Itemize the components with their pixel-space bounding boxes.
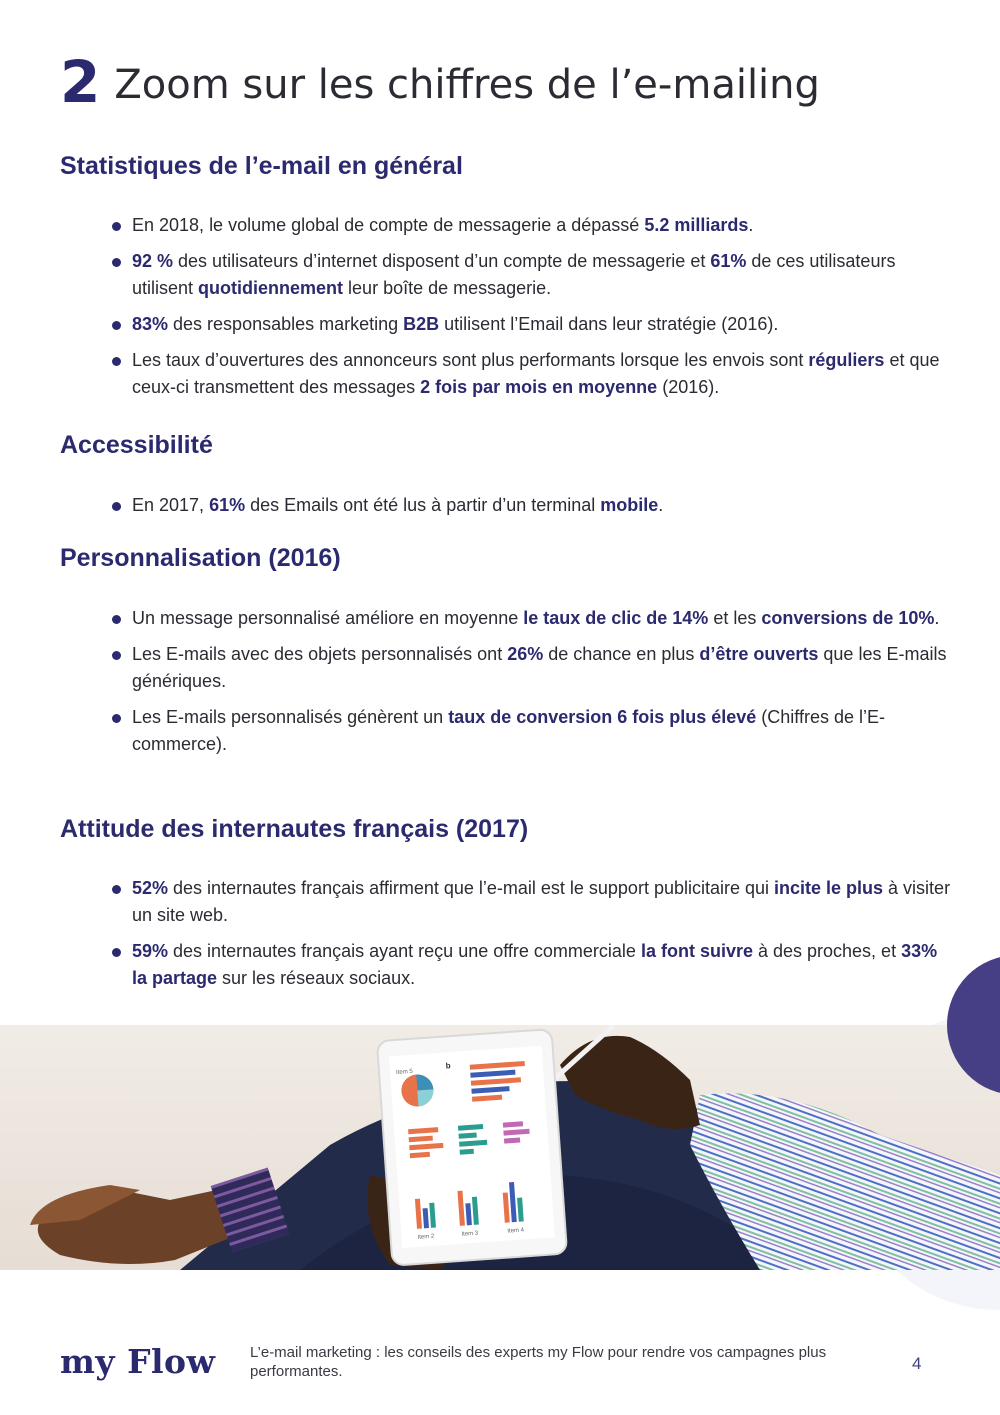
highlight-text: le taux de clic de 14% <box>523 608 709 628</box>
attitude-list <box>110 875 955 1001</box>
page-title <box>60 48 820 116</box>
highlight-text: 33% la partage <box>132 941 938 988</box>
body-text: (Chiffres de l’E-commerce). <box>132 707 886 754</box>
highlight-text: quotidiennement <box>198 278 344 298</box>
highlight-text: 26% <box>507 644 544 664</box>
highlight-text: 2 fois par mois en moyenne <box>420 377 658 397</box>
highlight-text: conversions de 10% <box>761 608 935 628</box>
body-text: des internautes français affirment que l’e-mail est le support publicitaire qui <box>168 878 775 898</box>
body-text: Un message personnalisé améliore en moyenne <box>132 608 524 628</box>
body-text: . <box>658 495 664 515</box>
statistiques-list <box>110 212 955 410</box>
body-text: et que ceux-ci transmettent des messages <box>132 350 940 397</box>
bullet-item <box>110 875 955 929</box>
body-text: utilisent l’Email dans leur stratégie (2016). <box>439 314 779 334</box>
body-text: de ces utilisateurs utilisent <box>132 251 896 298</box>
highlight-text: incite le plus <box>774 878 884 898</box>
bullet-item <box>110 492 955 519</box>
body-text: Les E-mails avec des objets personnalisés ont <box>132 644 508 664</box>
page-number: 4 <box>912 1354 922 1373</box>
highlight-text: 61% <box>710 251 747 271</box>
highlight-text: B2B <box>403 314 440 334</box>
body-text: . <box>748 215 754 235</box>
body-text: Les taux d’ouvertures des annonceurs sont plus performants lorsque les envois sont <box>132 350 809 370</box>
body-text: des Emails ont été lus à partir d’un terminal <box>245 495 601 515</box>
highlight-text: 52% <box>132 878 169 898</box>
body-text: des utilisateurs d’internet disposent d’un compte de messagerie et <box>173 251 711 271</box>
tablet-chart-photo-illustration <box>0 1025 1000 1270</box>
section-heading-statistiques: Statistiques de l’e-mail en général <box>60 152 463 180</box>
bullet-item <box>110 641 955 695</box>
highlight-text: d’être ouverts <box>699 644 819 664</box>
bullet-item <box>110 605 955 632</box>
section-heading-personnalisation: Personnalisation (2016) <box>60 544 341 572</box>
tablet-label-item2: Item 2 <box>417 1233 435 1241</box>
body-text: des responsables marketing <box>168 314 404 334</box>
highlight-text: 92 % <box>132 251 174 271</box>
tablet-label-b: b <box>445 1061 451 1071</box>
body-text: à des proches, et <box>752 941 902 961</box>
body-text: et les <box>708 608 762 628</box>
body-text: (2016). <box>657 377 720 397</box>
body-text: à visiter un site web. <box>132 878 951 925</box>
body-text: de chance en plus <box>543 644 700 664</box>
body-text: . <box>934 608 940 628</box>
section-heading-attitude: Attitude des internautes français (2017) <box>60 815 529 843</box>
highlight-text: réguliers <box>808 350 885 370</box>
highlight-text: mobile <box>600 495 659 515</box>
footer-text: L’e-mail marketing : les conseils des experts my Flow pour rendre vos campagnes plus performantes. <box>250 1344 827 1380</box>
personnalisation-list <box>110 605 955 767</box>
bullet-item <box>110 311 955 338</box>
bullet-item <box>110 248 955 302</box>
highlight-text: la font suivre <box>640 941 753 961</box>
bullet-item <box>110 347 955 401</box>
body-text: Les E-mails personnalisés génèrent un <box>132 707 449 727</box>
accessibilite-list <box>110 492 955 528</box>
tablet-photo <box>0 1025 1000 1270</box>
bullet-item <box>110 704 955 758</box>
bullet-item <box>110 212 955 239</box>
body-text: En 2017, <box>132 495 210 515</box>
body-text: des internautes français ayant reçu une offre commerciale <box>168 941 641 961</box>
section-number: 2 <box>60 48 101 116</box>
body-text: En 2018, le volume global de compte de messagerie a dépassé <box>132 215 645 235</box>
body-text: sur les réseaux sociaux. <box>217 968 416 988</box>
body-text: leur boîte de messagerie. <box>343 278 552 298</box>
tablet-label-item5: Item 5 <box>395 1068 413 1076</box>
highlight-text: 59% <box>132 941 169 961</box>
highlight-text: 61% <box>209 495 246 515</box>
tablet-label-item3: Item 3 <box>461 1230 479 1238</box>
highlight-text: taux de conversion 6 fois plus élevé <box>448 707 757 727</box>
bullet-item <box>110 938 955 992</box>
body-text: que les E-mails génériques. <box>132 644 947 691</box>
highlight-text: 5.2 milliards <box>644 215 749 235</box>
highlight-text: 83% <box>132 314 169 334</box>
section-heading-accessibilite: Accessibilité <box>60 431 213 459</box>
myflow-logo: my Flow <box>60 1342 216 1381</box>
tablet-label-item4: Item 4 <box>507 1227 525 1235</box>
page-title-text: Zoom sur les chiffres de l’e-mailing <box>114 62 820 108</box>
